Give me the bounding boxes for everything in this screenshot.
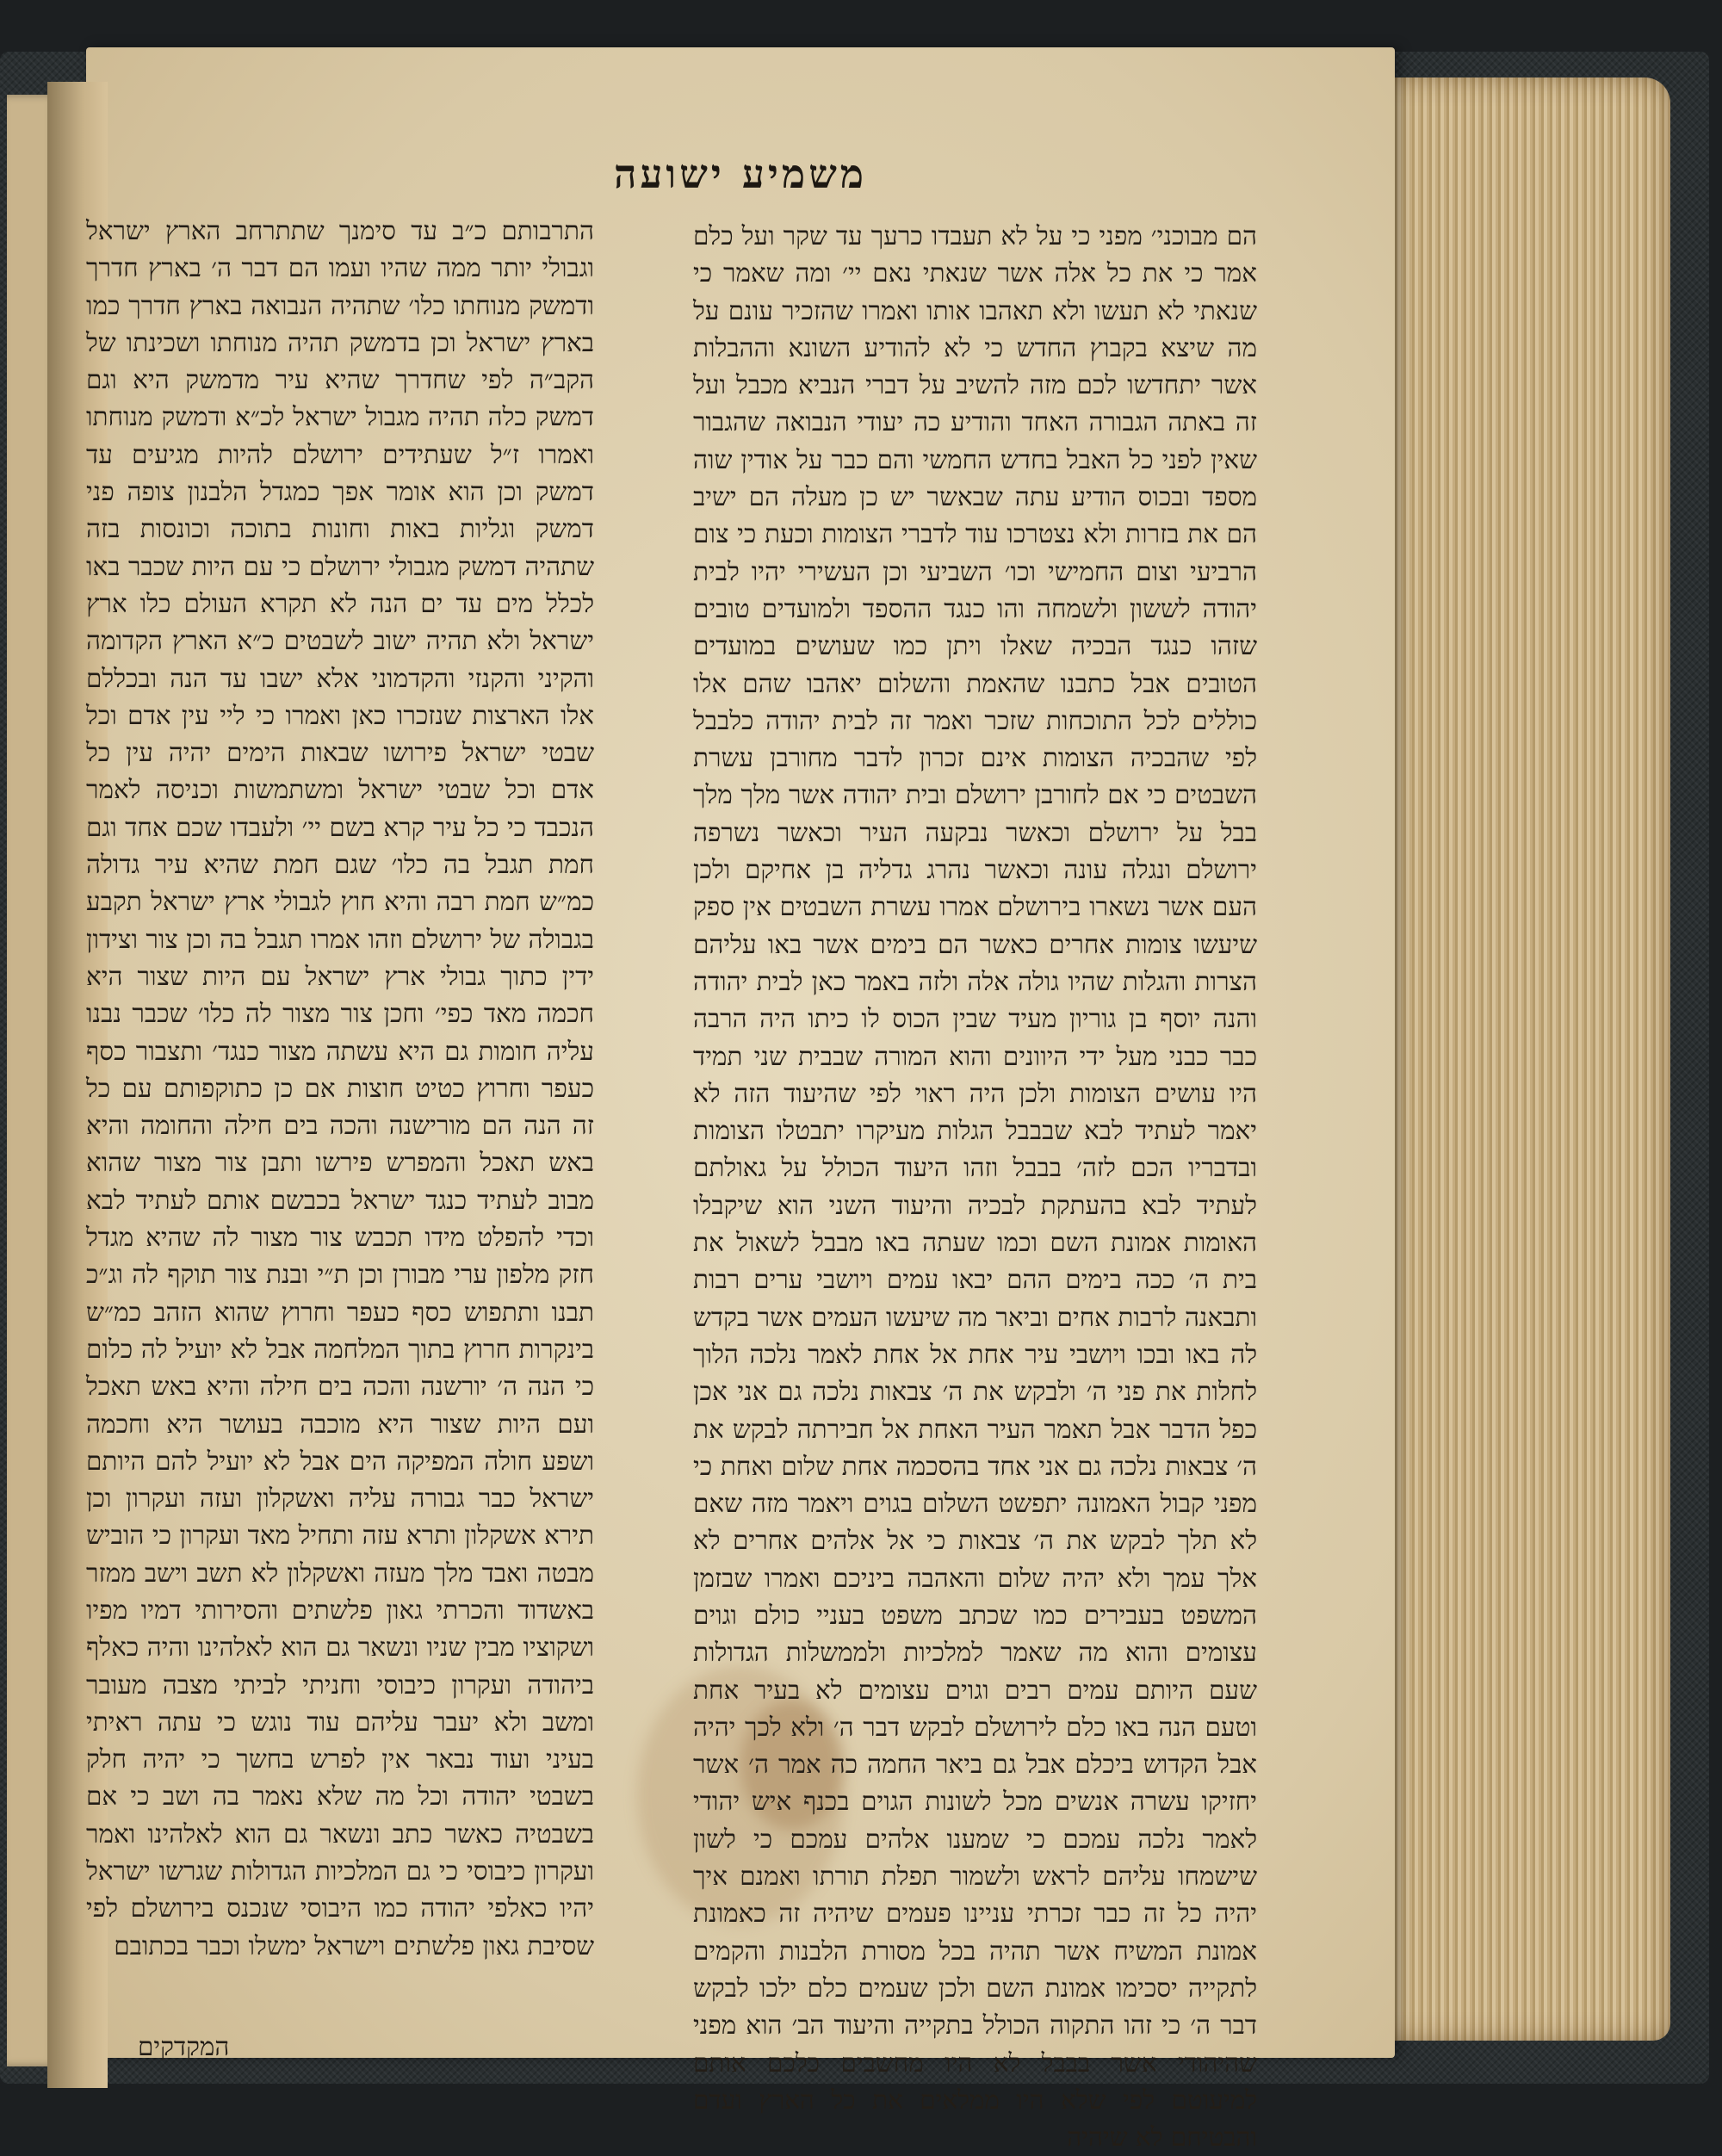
text-column-left [86, 213, 594, 1965]
catchword: המקדקים [138, 2032, 230, 2061]
column-text: הם מבוכני׳ מפני כי על לא תעבדו כרעך עד שקר ועל כלם אמר כי את כל אלה אשר שנאתי נאם יי׳ ומה שאמר כי שנאתי לא תעשו ולא תאהבו אותו ואמרו שהזכיר עונם על מה שיצא בקבוץ החדש כי לא להודיע השונא וההבלות אשר יתחדשו לכם מזה להשיב על דברי הנביא מכבל ועל זה באתה הגבורה האחד והודיע כה יעודי הנבואה שהגבור שאין לפני כל האבל בחדש החמשי והם כבר על אודין שוה מספד ובכוס הודיע עתה שבאשר יש כן מעלה הם ישיב הם את בזרות ולא נצטרכו עוד לדברי הצומות וכעת כי צום הרביעי וצום החמישי וכו׳ השביעי וכן העשירי יהיו לבית יהודה לששון ולשמחה והו כנגד ההספד ולמועדים טובים שזהו כנגד הבכיה שאלו ויתן כמו שעושים במועדים הטובים אבל כתבנו שהאמת והשלום יאהבו שהם אלו כוללים לכל התוכחות שזכר ואמר זה לבית יהודה כלבבל לפי שהבכיה הצומות אינם זכרון לדבר מחורבן עשרת השבטים כי אם לחורבן ירושלם ובית יהודה אשר מלך מלך בבל על ירושלם וכאשר נבקעה העיר וכאשר נשרפה ירושלם ונגלה עונה וכאשר נהרג גדליה בן אחיקם ולכן העם אשר נשארו בירושלם אמרו עשרת השבטים אין ספק שיעשו צומות אחרים כאשר הם בימים אשר באו עליהם הצרות והגלות שהיו גולה אלה ולזה באמר כאן לבית יהודה והנה יוסף בן גוריון מעיד שבין הכוס לו כיתו היה הרבה כבר כבני מעל ידי היוונים והוא המורה שבבית שני תמיד היו עושים הצומות ולכן היה ראוי לפי שהיעוד הזה לא יאמר לעתיד לבא שבבבל הגלות מעיקרו יתבטלו הצומות ובדבריו הכם לזה׳ בבבל וזהו היעוד הכולל על גאולתם לעתיד לבא בהעתקת לבכיה והיעוד השני הוא שיקבלו האומות אמונת השם וכמו שעתה באו מבבל לשאול את בית ה׳ ככה בימים ההם יבאו עמים ויושבי ערים רבות ותבאנה לרבות אחים וביאר מה שיעשו העמים אשר בקדש לה באו ובכו ויושבי עיר אחת אל אחת לאמר נלכה הלוך לחלות את פני ה׳ ולבקש את ה׳ צבאות נלכה גם אני אכן כפל הדבר אבל תאמר העיר האחת אל חבירתה לבקש את ה׳ צבאות נלכה גם אני אחד בהסכמה אחת שלום ואחת כי מפני קבול האמונה יתפשט השלום בגוים ויאמר מזה שאם לא תלך לבקש את ה׳ צבאות כי אל אלהים אחרים לא אלך עמך ולא יהיה שלום והאהבה ביניכם ואמרו שבזמן המשפט בעבירים כמו שכתב משפט בעניי כולם וגוים עצומים והוא מה שאמר למלכיות ולממשלות הגדולות שעם היותם עמים רבים וגוים עצומים לא בעיר אחת וטעם הנה באו כלם לירושלם לבקש דבר ה׳ ולא לכך יהיה אבל הקדוש ביכלם אבל גם ביאר החמה כה אמר ה׳ אשר יחזיקו עשרה אנשים מכל לשונות הגוים בכנף איש יהודי לאמר נלכה עמכם כי שמענו אלהים עמכם כי לשון שישמחו עליהם לראש ולשמור תפלת תורתו ואמנם איך יהיה כל זה כבר זכרתי עניינו פעמים שיהיה זה כאמונת אמונת המשיח אשר תהיה בכל מסורת הלבנות והקמים לתקייה יסכימו אמונת השם ולכן שעמים כלם ילכו לבקש דבר ה׳ כי זהו התקוה הכולל בתקייה והיעוד הב׳ הוא מפני שהיהודי אשר בבבל לא היו מחשבים כלכם אותם למיעוטם לפי שלא היו ממלאים את כל הארץ ועדם והבטיחם לא שיהיה [693, 221, 1258, 2153]
column-text: התרבותם כ״ב עד סימנך שתתרחב הארץ ישראל וגבולי יותר ממה שהיו ועמו הם דבר ה׳ בארץ חדרך ודמשק מנוחתו כלו׳ שתהיה הנבואה בארץ חדרך כמו בארץ ישראל וכן בדמשק תהיה מנוחתו ושכינתו של הקב״ה לפי שחדרך שהיא עיר מדמשק היא וגם דמשק כלה תהיה מגבול ישראל לכ״א ודמשק מנוחתו ואמרו ז״ל שעתידים ירושלם להיות מגיעים עד דמשק וכן הוא אומר אפך כמגדל הלבנון צופה פני דמשק וגליות באות וחונות בתוכה וכונסות בזה שתהיה דמשק מגבולי ירושלם כי עם היות שכבר באו לכלל מים עד ים הנה לא תקרא העולם כלו ארץ ישראל ולא תהיה ישוב לשבטים כ״א הארץ הקדומה והקיני והקנזי והקדמוני אלא ישבו עד הנה ובכללם אלו הארצות שנזכרו כאן ואמרו כי ליי עין אדם וכל שבטי ישראל פירושו שבאות הימים יהיה עין כל אדם וכל שבטי ישראל ומשתמשות וכניסה לאמר הנכבד כי כל עיר קרא בשם יי׳ ולעבדו שכם אחד וגם חמת תגבל בה כלו׳ שגם חמת שהיא עיר גדולה כמ״ש חמת רבה והיא חוץ לגבולי ארץ ישראל תקבע בגבולה של ירושלם וזהו אמרו תגבל בה וכן צור וצידון ידין כתוך גבולי ארץ ישראל עם היות שצור היא חכמה מאד כפי׳ וחכן צור מצור לה כלו׳ שכבר נבנו עליה חומות גם היא עשתה מצור כנגד׳ ותצבור כסף כעפר וחרוץ כטיט חוצות אם כן כתוקפותם עם כל זה הנה הם מורישנה והכה בים חילה והחומה והיא באש תאכל והמפרש פירשו ותבן צור מצור שהוא מבוב לעתיד כנגד ישראל בכבשם אותם לעתיד לבא וכדי להפלט מידו תכבש צור מצור לה שהיא מגדל חזק מלפון ערי מבורן וכן ת״י ובנת צור תוקף לה וג״כ תבנו ותתפוש כסף כעפר וחרוץ שהוא הזהב כמ״ש בינקרות חרוץ בתוך המלחמה אבל לא יועיל לה כלום כי הנה ה׳ יורשנה והכה בים חילה והיא באש תאכל ועם היות שצור היא מוכבה בעושר היא וחכמה ושפע חולה המפיקה הים אבל לא יועיל להם היותם ישראל כבר גבורה עליה ואשקלון ועזה ועקרון וכן תירא אשקלון ותרא עזה ותחיל מאד ועקרון כי הוביש מבטה ואבד מלך מעזה ואשקלון לא תשב וישב ממזר באשדוד והכרתי גאון פלשתים והסירותי דמיו מפיו ושקוציו מבין שניו ונשאר גם הוא לאלהינו והיה כאלף ביהודה ועקרון כיבוסי וחניתי לביתי מצבה מעובר ומשב ולא יעבר עליהם עוד נוגש כי עתה ראיתי בעיני ועוד נבאר אין לפרש בחשך כי יהיה חלק בשבטי יהודה וכל מה שלא נאמר בה ושב כי אם בשבטיה כאשר כתב ונשאר גם הוא לאלהינו ואמר ועקרון כיבוסי כי גם המלכיות הגדולות שגרשו ישראל יהיו כאלפי יהודה כמו היבוסי שנכנס בירושלם לפי שסיבת גאון פלשתים וישראל ימשלו וכבר בכתובם [86, 216, 594, 1961]
page-header: משמיע ישועה [613, 151, 868, 197]
text-column-right [693, 218, 1257, 2156]
book-page [86, 47, 1395, 2153]
